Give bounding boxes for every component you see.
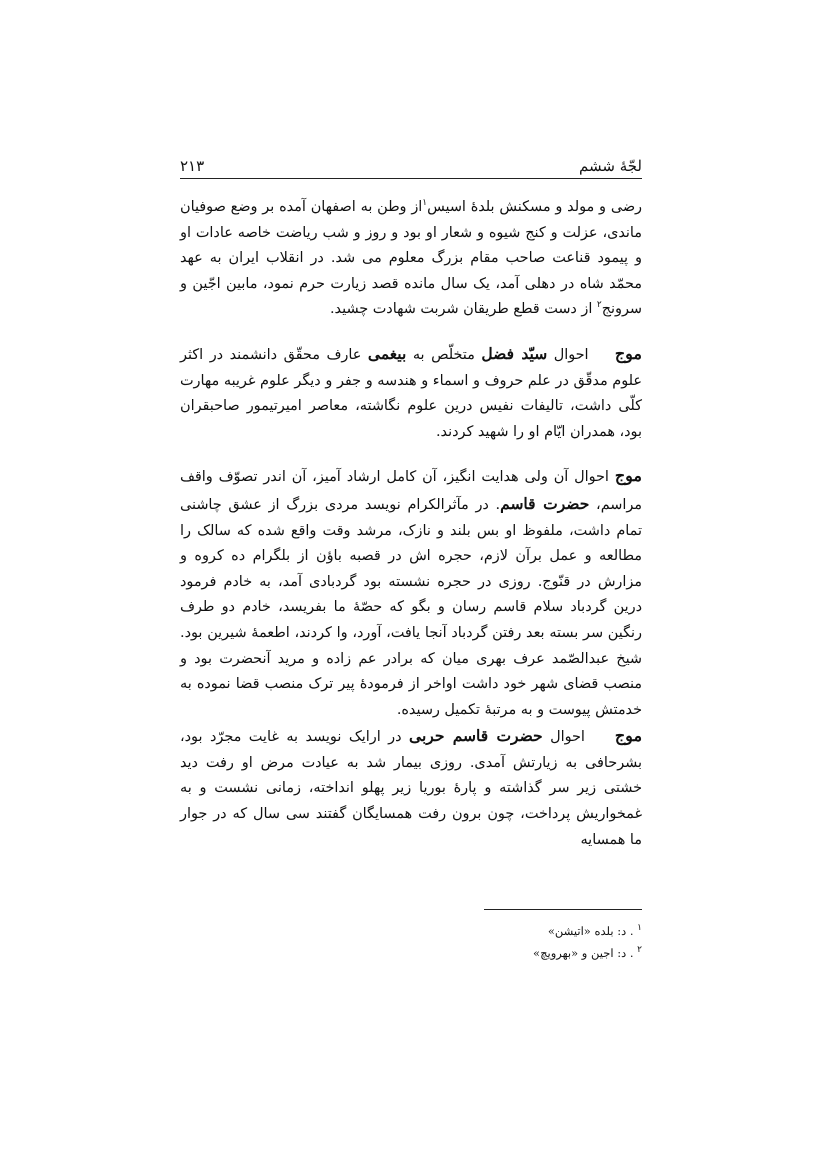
section-marker: موج [614,343,642,363]
text-run: عارف محقّق دانشمند در اکثر علوم مدقّق در علم حروف و اسماء و هندسه و جفر و دیگر علوم غریبه مهارت کلّی داشت، تالیفات نفیس درین علوم نگاشته، معاصر امیرتیمور صاحبقران بود، همدران ایّام او را شهید کردند. [180,346,642,440]
text-run: متخلّص به [406,346,482,363]
person-name: حضرت قاسم حربی [409,726,543,746]
text-run: احوال [547,346,589,363]
footnote-1 [180,920,642,942]
text-run: از وطن به اصفهان آمده بر وضع صوفیان ماندی، عزلت و کنج شیوه و شعار او بود و روز و شب ریاضت خاصه عادات او و پیمود قناعت صاحب مقام بزرگ معلوم می شد. در انقلاب ایران به عهد محمّد شاه در دهلی آمد، یک سال مانده قصد زیارت حرم نمود، مابین اجّین و سرونج [180,199,642,318]
text-run: . در مآثرالکرام نویسد مردی بزرگ از عشق چاشنی تمام داشت، ملفوظ او بس بلند و نازک، مرشد وقت واقع شده که سالک را مطالعه و عمل برآن لازم، حجره اش در قصبه باؤن از بلگرام ده کروه و مزارش در قنّوج. روزی در حجره نشسته بود گردبادی آمد، به خادم فرمود درین گردباد سلام قاسم رسان و بگو که حصّهٔ ما بفریسد، خادم دو طرف رنگین سر بسته بعد رفتن گردباد آنجا یافت، آورد، وا کردند، اطعمهٔ شیرین بود. شیخ عبدالصّمد عرف بهری میان که برادر عم زاده و مرید آنحضرت بود و منصب قضای شهر خود داشت اواخر از فرمودهٔ پیر ترک منصب قضا نموده به خدمتش پیوست و به مرتبهٔ تکمیل رسیده. [180,496,642,718]
text-run: در ارایک نویسد به غایت مجرّد بود، بشرحافی به زیارتش آمدی. روزی بیمار شد به عیادت مرض او رفت دید خشتی زیر سر گذاشته و پارهٔ بوریا زیر پهلو انداخته، زمانی نشست و به غمخواریش پرداخت، چون برون رفت همسایگان گفتند سی سال که در جوار ما همسایه [180,729,642,848]
pen-name: بیغمی [367,343,407,363]
page-number: ۲۱۳ [180,157,205,175]
footnote-ref-1: ۱ [422,198,428,209]
footnote-text: . د: بلده «اتیشن» [547,924,634,938]
person-name: سیّد فضل [481,343,548,363]
paragraph-2 [180,341,642,445]
text-run: رضی و مولد و مسکنش بلدهٔ اسیس [427,199,642,215]
paragraph-3 [180,463,642,723]
text-run: از دست قطع طریقان شربت شهادت چشید. [329,301,597,318]
running-header [180,150,642,176]
footnotes [180,920,642,964]
section-marker: موج [614,466,642,486]
paragraph-4 [180,723,642,853]
footnote-2 [180,942,642,964]
main-text [180,195,642,853]
text-run: احوال آن ولی هدایت انگیز، آن کامل ارشاد آمیز، آن اندر تصوّف واقف مراسم، [180,469,642,513]
footnote-number: ۲ [637,945,642,956]
footnote-number: ۱ [637,923,642,934]
footnote-ref-2: ۲ [596,300,602,311]
header-rule [180,178,642,179]
text-run: احوال [542,729,585,746]
paragraph-1 [180,195,642,323]
person-name: حضرت قاسم [500,493,590,513]
footnote-rule [484,909,642,910]
footnote-text: . د: اجین و «بهرویچ» [533,946,634,960]
chapter-title: لجّهٔ ششم [579,157,642,175]
section-marker: موج [614,726,643,746]
